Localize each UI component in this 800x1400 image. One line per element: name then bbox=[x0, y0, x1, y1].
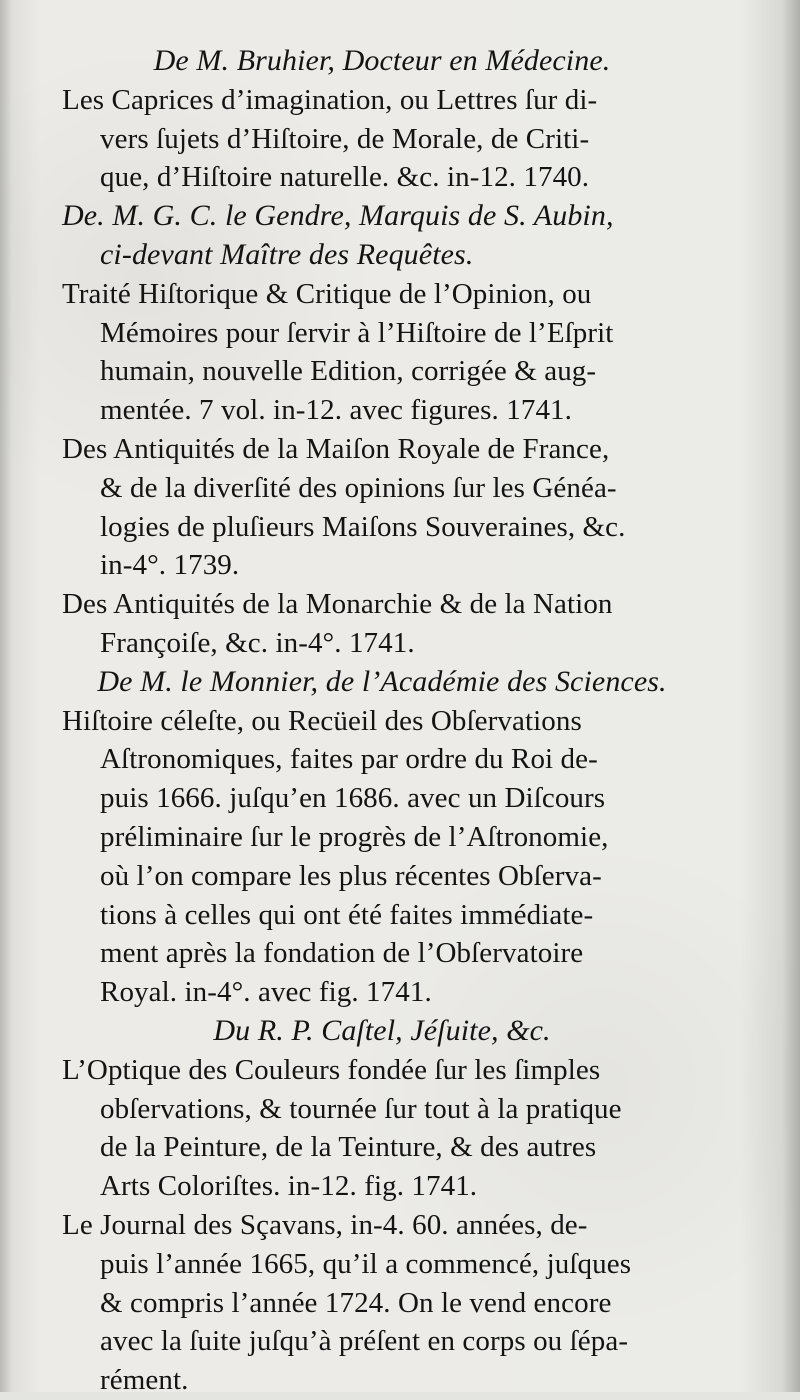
entry-line: Traité Hiſtorique & Critique de l’Opinion, ou bbox=[62, 277, 592, 310]
entry-line: de la Peinture, de la Teinture, & des autres bbox=[100, 1131, 597, 1164]
entry-line: puis 1666. juſqu’en 1686. avec un Diſcours bbox=[100, 782, 606, 815]
entry-line: préliminaire ſur le progrès de l’Aſtronomie, bbox=[100, 820, 609, 853]
entry-optique-couleurs bbox=[62, 1051, 702, 1206]
entry-line: vers ſujets d’Hiſtoire, de Morale, de Criti- bbox=[100, 122, 590, 155]
entry-antiquites-maison bbox=[62, 430, 702, 585]
entry-line: avec la ſuite juſqu’à préſent en corps ou ſépa- bbox=[100, 1325, 629, 1358]
entry-line: Des Antiquités de la Monarchie & de la Nation bbox=[62, 588, 613, 621]
entry-line: & de la diverſité des opinions ſur les Généa- bbox=[100, 471, 617, 504]
right-page-edge bbox=[782, 0, 800, 1392]
entry-line: Mémoires pour ſervir à l’Hiſtoire de l’Eſprit bbox=[100, 316, 614, 349]
entry-line: L’Optique des Couleurs fondée ſur les ſimples bbox=[62, 1053, 601, 1086]
entry-line: humain, nouvelle Edition, corrigée & aug- bbox=[100, 355, 597, 388]
entry-line: & compris l’année 1724. On le vend encore bbox=[100, 1286, 612, 1319]
entry-line: Le Journal des Sçavans, in-4. 60. années, de- bbox=[62, 1208, 588, 1241]
section-heading-gendre bbox=[62, 197, 702, 275]
entry-caprices bbox=[62, 81, 702, 197]
left-page-edge bbox=[0, 0, 12, 1392]
heading-line: ci-devant Maître des Requêtes. bbox=[100, 237, 474, 271]
entry-line: Aſtronomiques, faites par ordre du Roi de- bbox=[100, 743, 598, 776]
entry-line: in-4°. 1739. bbox=[100, 549, 240, 582]
entry-traite-opinion bbox=[62, 275, 702, 430]
entry-line: Les Caprices d’imagination, ou Lettres ſur di- bbox=[62, 83, 598, 116]
entry-line: Des Antiquités de la Maiſon Royale de France, bbox=[62, 432, 610, 465]
entry-journal-scavans bbox=[62, 1206, 702, 1400]
entry-line: puis l’année 1665, qu’il a commencé, juſques bbox=[100, 1247, 632, 1280]
section-heading-bruhier: De M. Bruhier, Docteur en Médecine. bbox=[153, 44, 611, 77]
entry-line: obſervations, & tournée ſur tout à la pratique bbox=[100, 1092, 622, 1125]
entry-line: ment après la fondation de l’Obſervatoire bbox=[100, 937, 584, 970]
catalog-content bbox=[62, 42, 702, 1400]
entry-line: Françoiſe, &c. in-4°. 1741. bbox=[100, 626, 415, 659]
section-heading-monnier: De M. le Monnier, de l’Académie des Sciences. bbox=[97, 664, 667, 698]
entry-line: où l’on compare les plus récentes Obſerva- bbox=[100, 859, 602, 892]
entry-line: que, d’Hiſtoire naturelle. &c. in-12. 1740. bbox=[100, 161, 590, 194]
entry-histoire-celeste bbox=[62, 702, 702, 1012]
entry-antiquites-monarchie bbox=[62, 585, 702, 663]
section-heading-castel: Du R. P. Caſtel, Jéſuite, &c. bbox=[213, 1013, 551, 1047]
entry-line: mentée. 7 vol. in-12. avec figures. 1741. bbox=[100, 394, 572, 427]
entry-line: tions à celles qui ont été faites immédiate- bbox=[100, 898, 594, 931]
entry-line: logies de pluſieurs Maiſons Souveraines, &c. bbox=[100, 510, 626, 543]
entry-line: rément. bbox=[100, 1364, 189, 1397]
entry-line: Royal. in-4°. avec fig. 1741. bbox=[100, 976, 432, 1009]
entry-line: Hiſtoire céleſte, ou Recüeil des Obſervations bbox=[62, 704, 582, 737]
entry-line: Arts Coloriſtes. in-12. fig. 1741. bbox=[100, 1170, 478, 1203]
heading-line: De. M. G. C. le Gendre, Marquis de S. Aubin, bbox=[62, 199, 614, 233]
